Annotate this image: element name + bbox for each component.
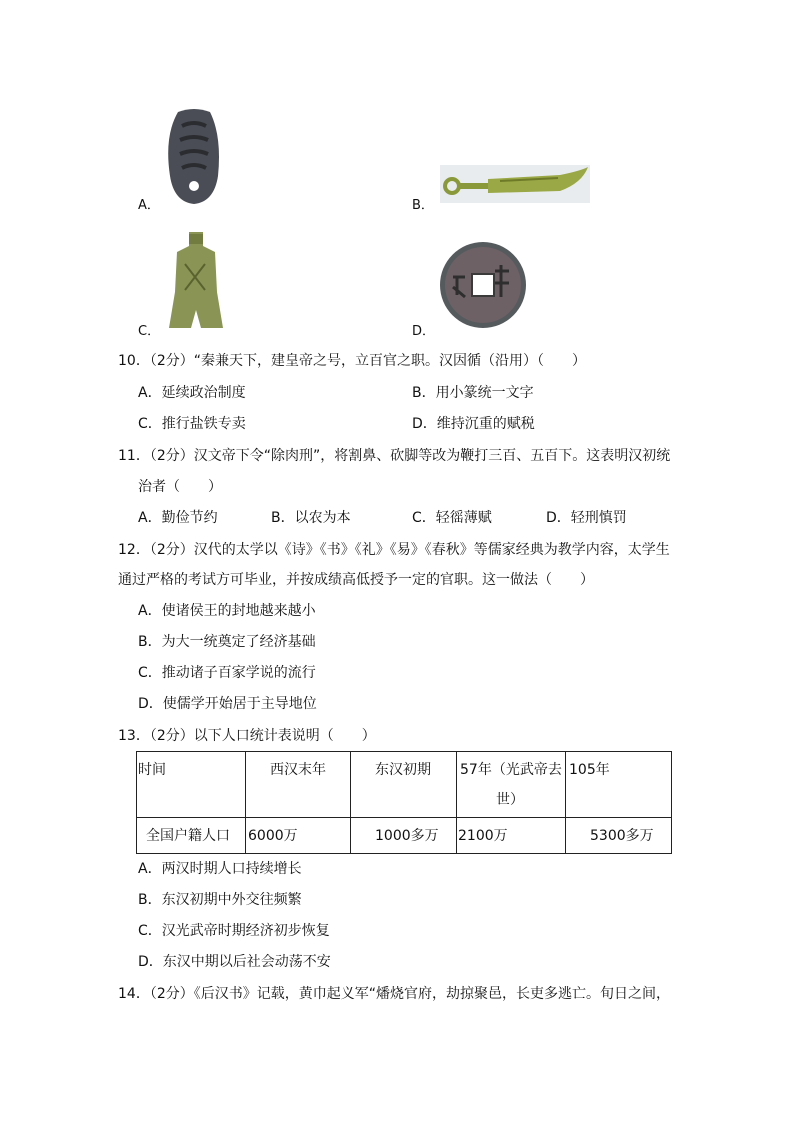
question-13-option-b[interactable]: B．东汉初期中外交往频繁 bbox=[138, 892, 302, 908]
table-header-57-line1: 57年（光武帝去 bbox=[460, 762, 562, 778]
question-11-stem-line1: 11．（2分）汉文帝下令“除肉刑”，将割鼻、砍脚等改为鞭打三百、五百下。这表明汉初统 bbox=[118, 448, 671, 464]
table-header-105: 105年 bbox=[569, 762, 610, 778]
question-10-option-d[interactable]: D．维持沉重的赋税 bbox=[412, 416, 535, 432]
round-square-hole-coin-icon bbox=[439, 241, 527, 329]
table-header-western-han-end: 西汉末年 bbox=[270, 762, 326, 778]
table-row-label: 全国户籍人口 bbox=[146, 828, 230, 844]
question-12-option-a[interactable]: A．使诸侯王的封地越来越小 bbox=[138, 603, 316, 619]
question-10-option-b[interactable]: B．用小篆统一文字 bbox=[412, 385, 534, 401]
question-12-option-d[interactable]: D．使儒学开始居于主导地位 bbox=[138, 696, 317, 712]
question-11-option-b[interactable]: B．以农为本 bbox=[271, 510, 351, 526]
table-header-eastern-han-early: 东汉初期 bbox=[375, 762, 431, 778]
question-11-option-a[interactable]: A．勤俭节约 bbox=[138, 510, 218, 526]
spade-coin-icon bbox=[165, 232, 227, 330]
option-letter-a[interactable]: A． bbox=[138, 198, 160, 213]
table-cell-eastern-han-early: 1000多万 bbox=[375, 828, 439, 844]
question-10-option-a[interactable]: A．延续政治制度 bbox=[138, 385, 246, 401]
table-cell-western-han-end: 6000万 bbox=[248, 828, 298, 844]
question-12-option-c[interactable]: C．推动诸子百家学说的流行 bbox=[138, 665, 316, 681]
option-letter-d[interactable]: D． bbox=[412, 324, 436, 339]
ant-nose-coin-icon bbox=[160, 106, 228, 206]
table-cell-105: 5300多万 bbox=[590, 828, 654, 844]
option-letter-b[interactable]: B． bbox=[412, 198, 434, 213]
question-10-stem: 10．（2分）“秦兼天下，建皇帝之号，立百官之职。汉因循（沿用）（ ） bbox=[118, 353, 586, 369]
option-letter-c[interactable]: C． bbox=[138, 324, 161, 339]
question-10-option-c[interactable]: C．推行盐铁专卖 bbox=[138, 416, 246, 432]
question-11-option-c[interactable]: C．轻徭薄赋 bbox=[412, 510, 492, 526]
question-11-stem-line2: 治者（ ） bbox=[138, 479, 222, 495]
question-13-option-a[interactable]: A．两汉时期人口持续增长 bbox=[138, 861, 302, 877]
knife-coin-icon bbox=[440, 165, 590, 203]
table-header-57-line2: 世） bbox=[496, 792, 524, 808]
table-header-time: 时间 bbox=[138, 762, 166, 778]
question-14-stem: 14．（2分）《后汉书》记载，黄巾起义军“燔烧官府，劫掠聚邑，长吏多逃亡。旬日之间， bbox=[118, 986, 670, 1002]
question-13-stem: 13．（2分）以下人口统计表说明（ ） bbox=[118, 728, 376, 744]
table-cell-57: 2100万 bbox=[458, 828, 508, 844]
question-13-option-d[interactable]: D．东汉中期以后社会动荡不安 bbox=[138, 954, 331, 970]
question-11-option-d[interactable]: D．轻刑慎罚 bbox=[546, 510, 627, 526]
question-12-stem-line2: 通过严格的考试方可毕业，并按成绩高低授予一定的官职。这一做法（ ） bbox=[118, 572, 594, 588]
question-13-option-c[interactable]: C．汉光武帝时期经济初步恢复 bbox=[138, 923, 330, 939]
question-12-stem-line1: 12．（2分）汉代的太学以《诗》《书》《礼》《易》《春秋》等儒家经典为教学内容，太学生 bbox=[118, 542, 670, 558]
question-12-option-b[interactable]: B．为大一统奠定了经济基础 bbox=[138, 634, 316, 650]
